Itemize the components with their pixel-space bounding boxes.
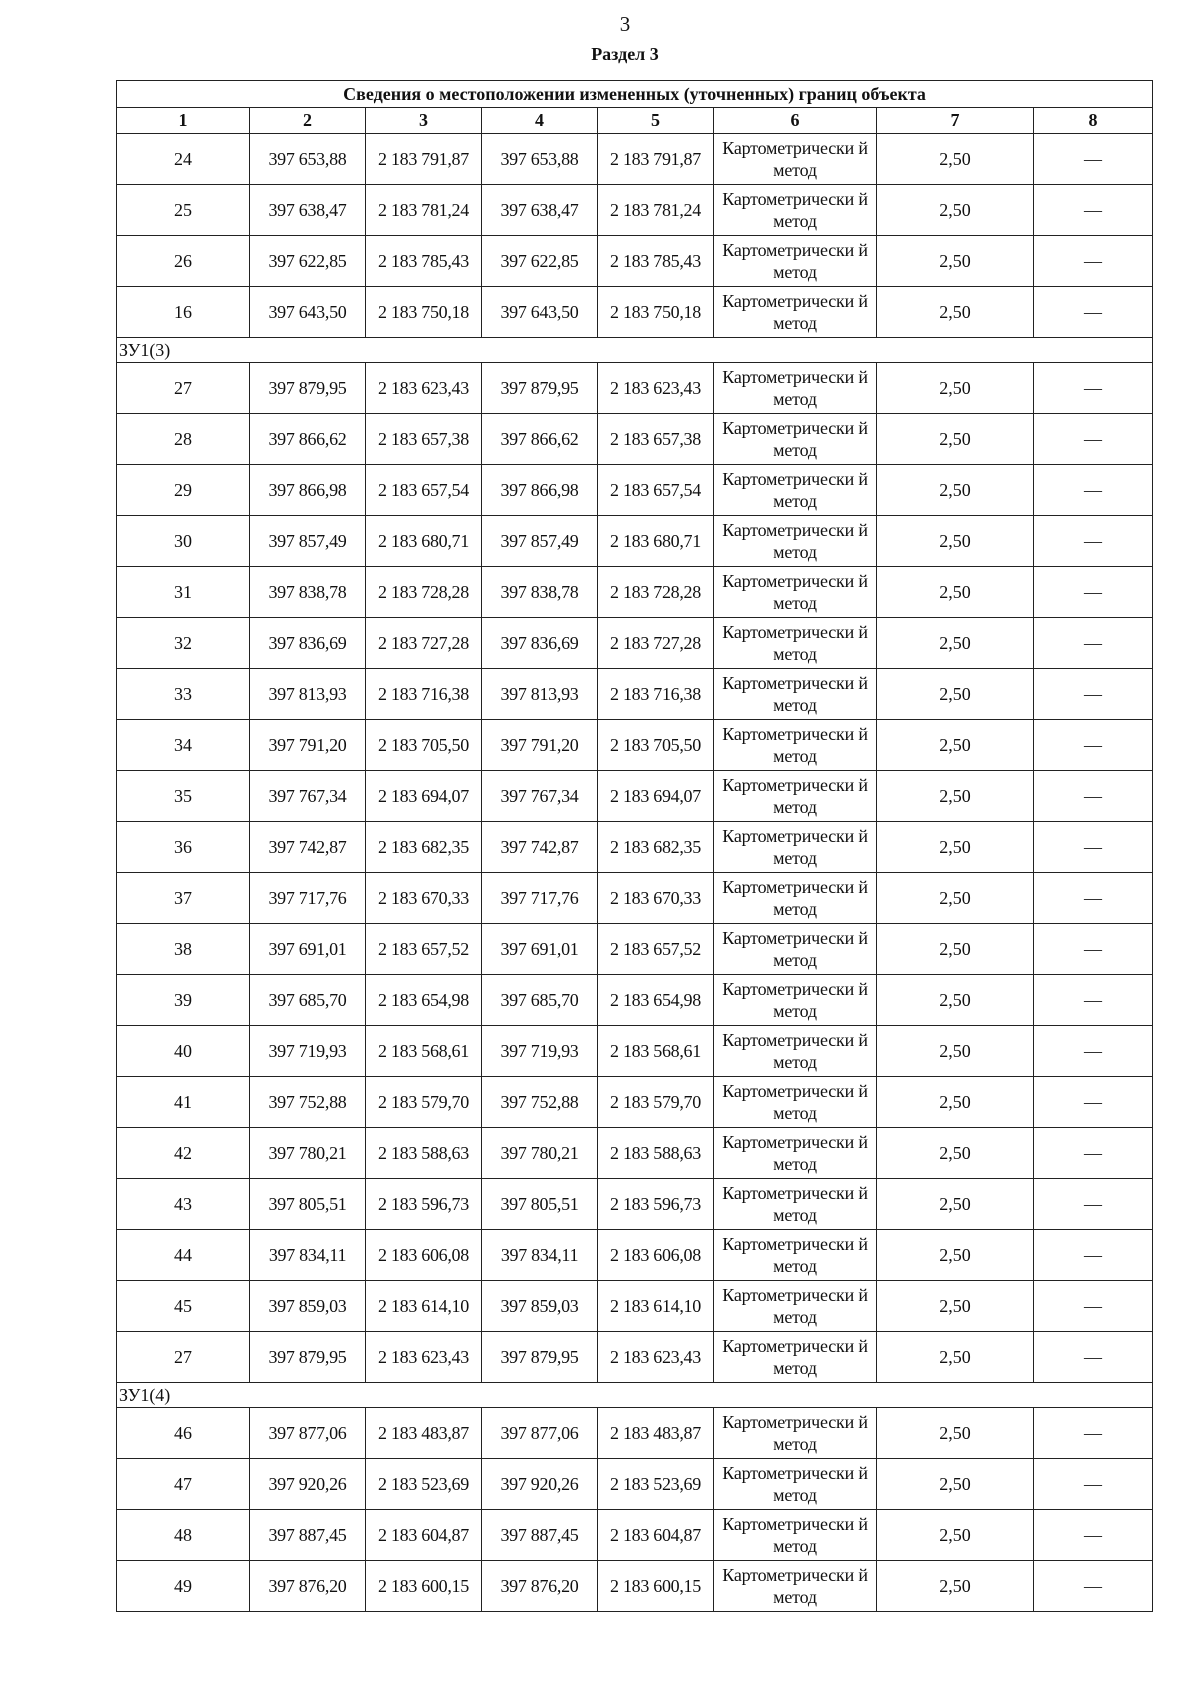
y-coordinate-refined-cell: 2 183 785,43 [598, 236, 714, 287]
x-coordinate-existing-cell: 397 622,85 [250, 236, 366, 287]
table-row [117, 771, 1153, 822]
column-header: 7 [877, 108, 1034, 134]
x-coordinate-existing-cell: 397 876,20 [250, 1561, 366, 1612]
description-cell: — [1034, 1230, 1153, 1281]
x-coordinate-refined-cell: 397 836,69 [482, 618, 598, 669]
table-row [117, 1561, 1153, 1612]
table-row [117, 567, 1153, 618]
description-cell: — [1034, 720, 1153, 771]
accuracy-cell: 2,50 [877, 287, 1034, 338]
y-coordinate-existing-cell: 2 183 682,35 [366, 822, 482, 873]
y-coordinate-refined-cell: 2 183 600,15 [598, 1561, 714, 1612]
method-cell: Картометрически й метод [714, 618, 877, 669]
accuracy-cell: 2,50 [877, 1332, 1034, 1383]
description-cell: — [1034, 975, 1153, 1026]
y-coordinate-existing-cell: 2 183 670,33 [366, 873, 482, 924]
y-coordinate-refined-cell: 2 183 727,28 [598, 618, 714, 669]
table-row [117, 1128, 1153, 1179]
accuracy-cell: 2,50 [877, 1179, 1034, 1230]
point-number-cell: 37 [117, 873, 250, 924]
column-header: 2 [250, 108, 366, 134]
y-coordinate-refined-cell: 2 183 614,10 [598, 1281, 714, 1332]
accuracy-cell: 2,50 [877, 1077, 1034, 1128]
y-coordinate-refined-cell: 2 183 654,98 [598, 975, 714, 1026]
x-coordinate-refined-cell: 397 920,26 [482, 1459, 598, 1510]
x-coordinate-refined-cell: 397 717,76 [482, 873, 598, 924]
table-row [117, 414, 1153, 465]
accuracy-cell: 2,50 [877, 516, 1034, 567]
accuracy-cell: 2,50 [877, 134, 1034, 185]
description-cell: — [1034, 618, 1153, 669]
point-number-cell: 25 [117, 185, 250, 236]
accuracy-cell: 2,50 [877, 822, 1034, 873]
x-coordinate-refined-cell: 397 866,98 [482, 465, 598, 516]
x-coordinate-existing-cell: 397 805,51 [250, 1179, 366, 1230]
x-coordinate-refined-cell: 397 622,85 [482, 236, 598, 287]
table-row [117, 465, 1153, 516]
x-coordinate-refined-cell: 397 643,50 [482, 287, 598, 338]
x-coordinate-refined-cell: 397 767,34 [482, 771, 598, 822]
column-header: 8 [1034, 108, 1153, 134]
x-coordinate-refined-cell: 397 838,78 [482, 567, 598, 618]
method-cell: Картометрически й метод [714, 465, 877, 516]
accuracy-cell: 2,50 [877, 185, 1034, 236]
y-coordinate-refined-cell: 2 183 657,52 [598, 924, 714, 975]
x-coordinate-existing-cell: 397 877,06 [250, 1408, 366, 1459]
x-coordinate-refined-cell: 397 879,95 [482, 1332, 598, 1383]
x-coordinate-refined-cell: 397 719,93 [482, 1026, 598, 1077]
accuracy-cell: 2,50 [877, 771, 1034, 822]
point-number-cell: 41 [117, 1077, 250, 1128]
y-coordinate-refined-cell: 2 183 728,28 [598, 567, 714, 618]
method-cell: Картометрически й метод [714, 287, 877, 338]
description-cell: — [1034, 1408, 1153, 1459]
y-coordinate-existing-cell: 2 183 727,28 [366, 618, 482, 669]
accuracy-cell: 2,50 [877, 1459, 1034, 1510]
x-coordinate-existing-cell: 397 857,49 [250, 516, 366, 567]
x-coordinate-refined-cell: 397 857,49 [482, 516, 598, 567]
y-coordinate-existing-cell: 2 183 623,43 [366, 1332, 482, 1383]
point-number-cell: 34 [117, 720, 250, 771]
point-number-cell: 48 [117, 1510, 250, 1561]
y-coordinate-existing-cell: 2 183 604,87 [366, 1510, 482, 1561]
y-coordinate-existing-cell: 2 183 680,71 [366, 516, 482, 567]
x-coordinate-existing-cell: 397 685,70 [250, 975, 366, 1026]
x-coordinate-existing-cell: 397 691,01 [250, 924, 366, 975]
x-coordinate-refined-cell: 397 791,20 [482, 720, 598, 771]
y-coordinate-existing-cell: 2 183 728,28 [366, 567, 482, 618]
point-number-cell: 24 [117, 134, 250, 185]
point-number-cell: 44 [117, 1230, 250, 1281]
y-coordinate-refined-cell: 2 183 579,70 [598, 1077, 714, 1128]
description-cell: — [1034, 185, 1153, 236]
method-cell: Картометрически й метод [714, 1026, 877, 1077]
y-coordinate-existing-cell: 2 183 657,54 [366, 465, 482, 516]
y-coordinate-existing-cell: 2 183 705,50 [366, 720, 482, 771]
y-coordinate-existing-cell: 2 183 694,07 [366, 771, 482, 822]
x-coordinate-refined-cell: 397 866,62 [482, 414, 598, 465]
method-cell: Картометрически й метод [714, 1128, 877, 1179]
column-header: 5 [598, 108, 714, 134]
column-header: 1 [117, 108, 250, 134]
accuracy-cell: 2,50 [877, 1408, 1034, 1459]
description-cell: — [1034, 822, 1153, 873]
y-coordinate-refined-cell: 2 183 781,24 [598, 185, 714, 236]
description-cell: — [1034, 567, 1153, 618]
column-header: 3 [366, 108, 482, 134]
y-coordinate-refined-cell: 2 183 483,87 [598, 1408, 714, 1459]
table-row [117, 1408, 1153, 1459]
x-coordinate-refined-cell: 397 742,87 [482, 822, 598, 873]
method-cell: Картометрически й метод [714, 414, 877, 465]
accuracy-cell: 2,50 [877, 924, 1034, 975]
table-row [117, 516, 1153, 567]
x-coordinate-existing-cell: 397 813,93 [250, 669, 366, 720]
y-coordinate-existing-cell: 2 183 657,52 [366, 924, 482, 975]
x-coordinate-existing-cell: 397 879,95 [250, 363, 366, 414]
x-coordinate-refined-cell: 397 780,21 [482, 1128, 598, 1179]
y-coordinate-refined-cell: 2 183 682,35 [598, 822, 714, 873]
description-cell: — [1034, 236, 1153, 287]
point-number-cell: 16 [117, 287, 250, 338]
x-coordinate-existing-cell: 397 742,87 [250, 822, 366, 873]
point-number-cell: 39 [117, 975, 250, 1026]
x-coordinate-existing-cell: 397 752,88 [250, 1077, 366, 1128]
column-header: 6 [714, 108, 877, 134]
x-coordinate-existing-cell: 397 887,45 [250, 1510, 366, 1561]
accuracy-cell: 2,50 [877, 669, 1034, 720]
y-coordinate-refined-cell: 2 183 680,71 [598, 516, 714, 567]
description-cell: — [1034, 771, 1153, 822]
accuracy-cell: 2,50 [877, 1230, 1034, 1281]
accuracy-cell: 2,50 [877, 236, 1034, 287]
method-cell: Картометрически й метод [714, 1408, 877, 1459]
method-cell: Картометрически й метод [714, 185, 877, 236]
table-row [117, 1281, 1153, 1332]
y-coordinate-existing-cell: 2 183 781,24 [366, 185, 482, 236]
accuracy-cell: 2,50 [877, 975, 1034, 1026]
description-cell: — [1034, 873, 1153, 924]
method-cell: Картометрически й метод [714, 975, 877, 1026]
method-cell: Картометрически й метод [714, 720, 877, 771]
y-coordinate-existing-cell: 2 183 785,43 [366, 236, 482, 287]
description-cell: — [1034, 1510, 1153, 1561]
description-cell: — [1034, 134, 1153, 185]
x-coordinate-refined-cell: 397 638,47 [482, 185, 598, 236]
y-coordinate-existing-cell: 2 183 579,70 [366, 1077, 482, 1128]
accuracy-cell: 2,50 [877, 618, 1034, 669]
x-coordinate-existing-cell: 397 866,62 [250, 414, 366, 465]
y-coordinate-existing-cell: 2 183 716,38 [366, 669, 482, 720]
description-cell: — [1034, 465, 1153, 516]
table-row [117, 720, 1153, 771]
accuracy-cell: 2,50 [877, 1026, 1034, 1077]
point-number-cell: 35 [117, 771, 250, 822]
point-number-cell: 26 [117, 236, 250, 287]
y-coordinate-refined-cell: 2 183 670,33 [598, 873, 714, 924]
y-coordinate-refined-cell: 2 183 568,61 [598, 1026, 714, 1077]
method-cell: Картометрически й метод [714, 1281, 877, 1332]
description-cell: — [1034, 1026, 1153, 1077]
x-coordinate-existing-cell: 397 879,95 [250, 1332, 366, 1383]
y-coordinate-refined-cell: 2 183 705,50 [598, 720, 714, 771]
point-number-cell: 27 [117, 1332, 250, 1383]
description-cell: — [1034, 287, 1153, 338]
y-coordinate-refined-cell: 2 183 604,87 [598, 1510, 714, 1561]
description-cell: — [1034, 1179, 1153, 1230]
method-cell: Картометрически й метод [714, 669, 877, 720]
group-label: ЗУ1(3) [117, 338, 1153, 363]
x-coordinate-existing-cell: 397 834,11 [250, 1230, 366, 1281]
method-cell: Картометрически й метод [714, 567, 877, 618]
page-number: 3 [619, 12, 631, 36]
description-cell: — [1034, 363, 1153, 414]
accuracy-cell: 2,50 [877, 1281, 1034, 1332]
y-coordinate-existing-cell: 2 183 654,98 [366, 975, 482, 1026]
point-number-cell: 42 [117, 1128, 250, 1179]
description-cell: — [1034, 1128, 1153, 1179]
table-row [117, 1077, 1153, 1128]
method-cell: Картометрически й метод [714, 363, 877, 414]
x-coordinate-refined-cell: 397 887,45 [482, 1510, 598, 1561]
point-number-cell: 46 [117, 1408, 250, 1459]
y-coordinate-existing-cell: 2 183 623,43 [366, 363, 482, 414]
description-cell: — [1034, 1332, 1153, 1383]
x-coordinate-existing-cell: 397 719,93 [250, 1026, 366, 1077]
point-number-cell: 43 [117, 1179, 250, 1230]
method-cell: Картометрически й метод [714, 771, 877, 822]
y-coordinate-existing-cell: 2 183 614,10 [366, 1281, 482, 1332]
accuracy-cell: 2,50 [877, 465, 1034, 516]
description-cell: — [1034, 1077, 1153, 1128]
table-row [117, 134, 1153, 185]
x-coordinate-existing-cell: 397 791,20 [250, 720, 366, 771]
point-number-cell: 30 [117, 516, 250, 567]
table-row [117, 1026, 1153, 1077]
column-header: 4 [482, 108, 598, 134]
point-number-cell: 27 [117, 363, 250, 414]
method-cell: Картометрически й метод [714, 236, 877, 287]
x-coordinate-existing-cell: 397 717,76 [250, 873, 366, 924]
table-row [117, 669, 1153, 720]
point-number-cell: 47 [117, 1459, 250, 1510]
point-number-cell: 38 [117, 924, 250, 975]
x-coordinate-refined-cell: 397 752,88 [482, 1077, 598, 1128]
point-number-cell: 49 [117, 1561, 250, 1612]
y-coordinate-refined-cell: 2 183 623,43 [598, 363, 714, 414]
description-cell: — [1034, 1561, 1153, 1612]
accuracy-cell: 2,50 [877, 873, 1034, 924]
method-cell: Картометрически й метод [714, 1561, 877, 1612]
y-coordinate-existing-cell: 2 183 483,87 [366, 1408, 482, 1459]
point-number-cell: 31 [117, 567, 250, 618]
point-number-cell: 40 [117, 1026, 250, 1077]
x-coordinate-refined-cell: 397 859,03 [482, 1281, 598, 1332]
accuracy-cell: 2,50 [877, 720, 1034, 771]
x-coordinate-refined-cell: 397 685,70 [482, 975, 598, 1026]
x-coordinate-existing-cell: 397 836,69 [250, 618, 366, 669]
y-coordinate-refined-cell: 2 183 523,69 [598, 1459, 714, 1510]
accuracy-cell: 2,50 [877, 1128, 1034, 1179]
accuracy-cell: 2,50 [877, 1510, 1034, 1561]
method-cell: Картометрически й метод [714, 1510, 877, 1561]
table-row [117, 287, 1153, 338]
x-coordinate-existing-cell: 397 653,88 [250, 134, 366, 185]
table-row [117, 1332, 1153, 1383]
y-coordinate-refined-cell: 2 183 694,07 [598, 771, 714, 822]
y-coordinate-refined-cell: 2 183 596,73 [598, 1179, 714, 1230]
table-caption: Сведения о местоположении измененных (уточненных) границ объекта [117, 81, 1153, 108]
point-number-cell: 32 [117, 618, 250, 669]
table-row [117, 618, 1153, 669]
x-coordinate-existing-cell: 397 780,21 [250, 1128, 366, 1179]
y-coordinate-refined-cell: 2 183 750,18 [598, 287, 714, 338]
y-coordinate-existing-cell: 2 183 600,15 [366, 1561, 482, 1612]
method-cell: Картометрически й метод [714, 134, 877, 185]
x-coordinate-refined-cell: 397 834,11 [482, 1230, 598, 1281]
description-cell: — [1034, 516, 1153, 567]
accuracy-cell: 2,50 [877, 414, 1034, 465]
y-coordinate-existing-cell: 2 183 750,18 [366, 287, 482, 338]
table-row [117, 822, 1153, 873]
y-coordinate-refined-cell: 2 183 716,38 [598, 669, 714, 720]
column-header-row [117, 108, 1153, 134]
table-caption-row [117, 81, 1153, 108]
description-cell: — [1034, 1281, 1153, 1332]
accuracy-cell: 2,50 [877, 363, 1034, 414]
group-row [117, 1383, 1153, 1408]
method-cell: Картометрически й метод [714, 1179, 877, 1230]
point-number-cell: 45 [117, 1281, 250, 1332]
x-coordinate-refined-cell: 397 876,20 [482, 1561, 598, 1612]
table-row [117, 1179, 1153, 1230]
y-coordinate-existing-cell: 2 183 588,63 [366, 1128, 482, 1179]
method-cell: Картометрически й метод [714, 1230, 877, 1281]
group-label: ЗУ1(4) [117, 1383, 1153, 1408]
method-cell: Картометрически й метод [714, 924, 877, 975]
description-cell: — [1034, 924, 1153, 975]
y-coordinate-refined-cell: 2 183 588,63 [598, 1128, 714, 1179]
y-coordinate-existing-cell: 2 183 606,08 [366, 1230, 482, 1281]
table-row [117, 924, 1153, 975]
y-coordinate-existing-cell: 2 183 523,69 [366, 1459, 482, 1510]
y-coordinate-refined-cell: 2 183 606,08 [598, 1230, 714, 1281]
x-coordinate-existing-cell: 397 859,03 [250, 1281, 366, 1332]
table-row [117, 1459, 1153, 1510]
description-cell: — [1034, 669, 1153, 720]
point-number-cell: 36 [117, 822, 250, 873]
y-coordinate-refined-cell: 2 183 623,43 [598, 1332, 714, 1383]
table-row [117, 185, 1153, 236]
x-coordinate-existing-cell: 397 838,78 [250, 567, 366, 618]
method-cell: Картометрически й метод [714, 873, 877, 924]
table-row [117, 236, 1153, 287]
x-coordinate-refined-cell: 397 813,93 [482, 669, 598, 720]
boundary-coordinates-table [116, 80, 1153, 1612]
y-coordinate-refined-cell: 2 183 657,54 [598, 465, 714, 516]
table-row [117, 1510, 1153, 1561]
accuracy-cell: 2,50 [877, 1561, 1034, 1612]
y-coordinate-existing-cell: 2 183 596,73 [366, 1179, 482, 1230]
table-row [117, 873, 1153, 924]
x-coordinate-refined-cell: 397 877,06 [482, 1408, 598, 1459]
y-coordinate-refined-cell: 2 183 791,87 [598, 134, 714, 185]
point-number-cell: 29 [117, 465, 250, 516]
table-row [117, 1230, 1153, 1281]
x-coordinate-existing-cell: 397 643,50 [250, 287, 366, 338]
method-cell: Картометрически й метод [714, 822, 877, 873]
section-title: Раздел 3 [591, 44, 659, 64]
accuracy-cell: 2,50 [877, 567, 1034, 618]
y-coordinate-refined-cell: 2 183 657,38 [598, 414, 714, 465]
table-row [117, 363, 1153, 414]
description-cell: — [1034, 1459, 1153, 1510]
x-coordinate-refined-cell: 397 805,51 [482, 1179, 598, 1230]
x-coordinate-existing-cell: 397 920,26 [250, 1459, 366, 1510]
x-coordinate-existing-cell: 397 767,34 [250, 771, 366, 822]
table-body [117, 134, 1153, 1612]
y-coordinate-existing-cell: 2 183 568,61 [366, 1026, 482, 1077]
x-coordinate-existing-cell: 397 866,98 [250, 465, 366, 516]
group-row [117, 338, 1153, 363]
table-row [117, 975, 1153, 1026]
y-coordinate-existing-cell: 2 183 657,38 [366, 414, 482, 465]
y-coordinate-existing-cell: 2 183 791,87 [366, 134, 482, 185]
method-cell: Картометрически й метод [714, 516, 877, 567]
method-cell: Картометрически й метод [714, 1332, 877, 1383]
x-coordinate-refined-cell: 397 879,95 [482, 363, 598, 414]
x-coordinate-refined-cell: 397 653,88 [482, 134, 598, 185]
point-number-cell: 28 [117, 414, 250, 465]
x-coordinate-existing-cell: 397 638,47 [250, 185, 366, 236]
description-cell: — [1034, 414, 1153, 465]
method-cell: Картометрически й метод [714, 1077, 877, 1128]
method-cell: Картометрически й метод [714, 1459, 877, 1510]
point-number-cell: 33 [117, 669, 250, 720]
x-coordinate-refined-cell: 397 691,01 [482, 924, 598, 975]
